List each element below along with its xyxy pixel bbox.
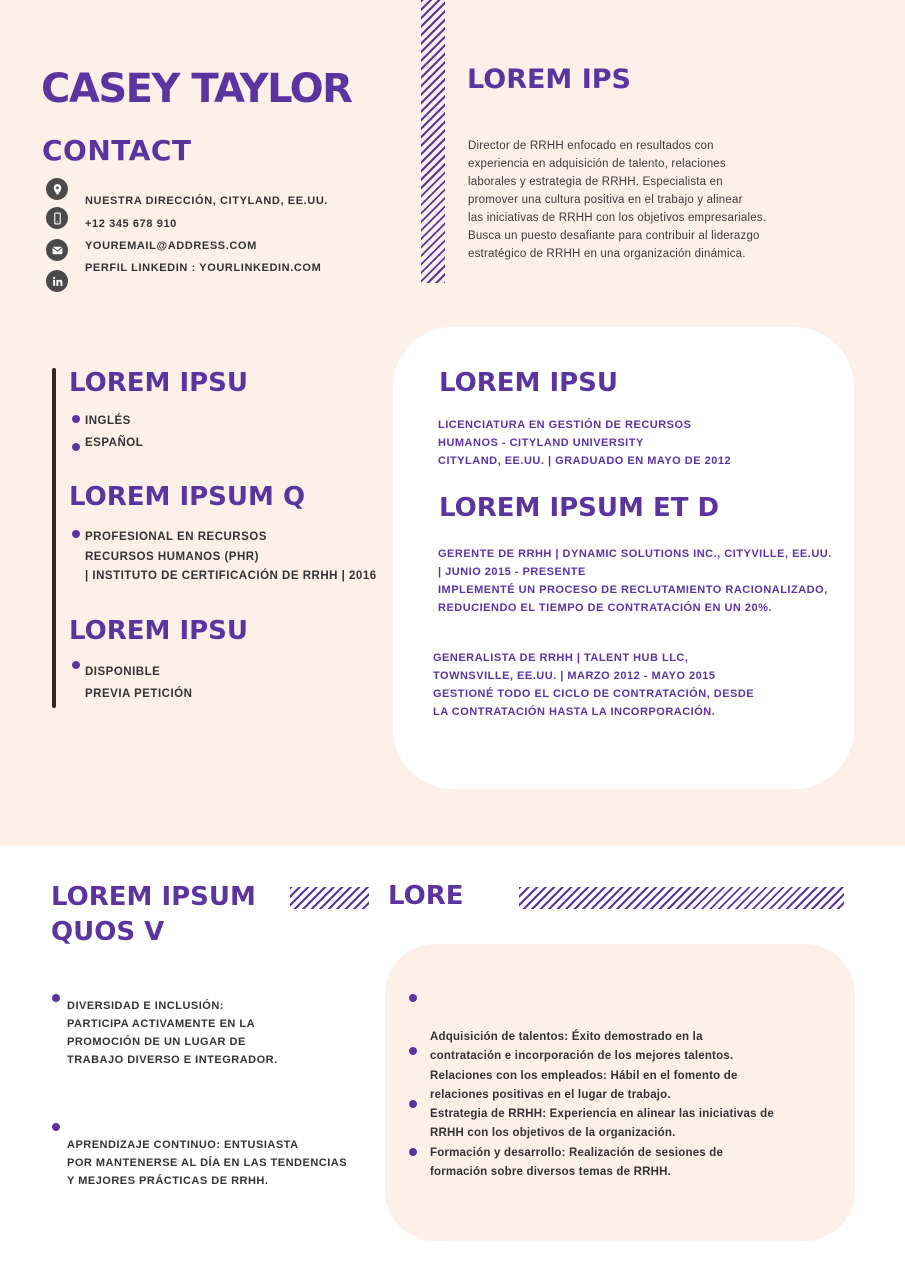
experience-line: TOWNSVILLE, EE.UU. | MARZO 2012 - MAYO 2015 xyxy=(433,670,716,682)
language-item: ESPAÑOL xyxy=(85,437,144,449)
contact-linkedin: PERFIL LINKEDIN : YOURLINKEDIN.COM xyxy=(85,262,322,274)
skills-line: relaciones positivas en el lugar de trabajo. xyxy=(430,1088,671,1101)
interest-line: DIVERSIDAD E INCLUSIÓN: xyxy=(67,1000,224,1012)
location-icon xyxy=(46,178,68,200)
languages-heading: LOREM IPSU xyxy=(69,368,249,398)
bullet-dot xyxy=(52,994,60,1002)
interests-heading-line: LOREM IPSUM xyxy=(51,882,256,912)
experience-heading: LOREM IPSUM ET D xyxy=(439,493,720,523)
summary-text xyxy=(468,137,818,263)
summary-line: Busca un puesto desafiante para contribuir al liderazgo xyxy=(468,230,760,242)
contact-address: NUESTRA DIRECCIÓN, CITYLAND, EE.UU. xyxy=(85,195,329,207)
experience-line: | JUNIO 2015 - PRESENTE xyxy=(438,566,586,578)
skills-line: Relaciones con los empleados: Hábil en el fomento de xyxy=(430,1069,738,1082)
education-line: CITYLAND, EE.UU. | GRADUADO EN MAYO DE 2012 xyxy=(438,455,732,467)
interest-line: TRABAJO DIVERSO E INTEGRADOR. xyxy=(67,1054,278,1066)
certification-line: RECURSOS HUMANOS (PHR) xyxy=(85,550,259,563)
decorative-stripe-horizontal xyxy=(290,887,369,909)
decorative-stripe-horizontal xyxy=(519,887,844,909)
experience-line: LA CONTRATACIÓN HASTA LA INCORPORACIÓN. xyxy=(433,706,716,718)
references-heading: LOREM IPSU xyxy=(69,616,249,646)
interest-line: APRENDIZAJE CONTINUO: ENTUSIASTA xyxy=(67,1139,299,1151)
experience-job-2 xyxy=(433,649,754,721)
interests-heading xyxy=(51,880,256,950)
skills-text xyxy=(430,1028,774,1182)
bullet-dot xyxy=(72,415,80,423)
summary-line: las iniciativas de RRHH con los objetivos empresariales. xyxy=(468,212,767,224)
experience-job-1 xyxy=(438,545,832,617)
experience-line: IMPLEMENTÉ UN PROCESO DE RECLUTAMIENTO RACIONALIZADO, xyxy=(438,584,828,596)
bullet-dot xyxy=(72,661,80,669)
summary-heading: LOREM IPS xyxy=(467,64,631,95)
skills-line: formación sobre diversos temas de RRHH. xyxy=(430,1166,672,1179)
summary-line: promover una cultura positiva en el trabajo y alinear xyxy=(468,194,743,206)
summary-line: laborales y estrategia de RRHH. Especialista en xyxy=(468,176,723,188)
experience-line: GENERALISTA DE RRHH | TALENT HUB LLC, xyxy=(433,652,689,664)
experience-line: REDUCIENDO EL TIEMPO DE CONTRATACIÓN EN UN 20%. xyxy=(438,602,772,614)
interest-item-2 xyxy=(67,1136,347,1190)
certification-line: PROFESIONAL EN RECURSOS xyxy=(85,531,267,543)
skills-line: RRHH con los objetivos de la organización. xyxy=(430,1127,676,1140)
left-divider xyxy=(52,368,56,708)
contact-heading: CONTACT xyxy=(42,134,192,167)
decorative-stripe-vertical xyxy=(421,0,445,283)
interest-line: POR MANTENERSE AL DÍA EN LAS TENDENCIAS xyxy=(67,1157,348,1169)
phone-icon xyxy=(46,207,68,229)
references-line: PREVIA PETICIÓN xyxy=(85,688,193,700)
summary-line: Director de RRHH enfocado en resultados con xyxy=(468,140,714,152)
certification-text xyxy=(85,528,377,587)
experience-line: GESTIONÉ TODO EL CICLO DE CONTRATACIÓN, DESDE xyxy=(433,688,755,700)
interest-line: Y MEJORES PRÁCTICAS DE RRHH. xyxy=(67,1175,269,1187)
education-text xyxy=(438,416,731,470)
interest-item-1 xyxy=(67,997,278,1069)
references-line: DISPONIBLE xyxy=(85,666,161,678)
certifications-heading: LOREM IPSUM Q xyxy=(69,482,306,512)
bullet-dot xyxy=(409,1148,417,1156)
skills-heading: LORE xyxy=(388,881,464,911)
skills-line: Adquisición de talentos: Éxito demostrado en la xyxy=(430,1031,703,1043)
bullet-dot xyxy=(409,1047,417,1055)
bullet-dot xyxy=(72,443,80,451)
education-line: LICENCIATURA EN GESTIÓN DE RECURSOS xyxy=(438,419,692,431)
contact-email: YOUREMAIL@ADDRESS.COM xyxy=(85,240,257,252)
skills-line: Formación y desarrollo: Realización de sesiones de xyxy=(430,1146,724,1159)
bullet-dot xyxy=(409,994,417,1002)
skills-line: Estrategia de RRHH: Experiencia en alinear las iniciativas de xyxy=(430,1108,774,1121)
contact-phone: +12 345 678 910 xyxy=(85,218,177,230)
interest-line: PARTICIPA ACTIVAMENTE EN LA xyxy=(67,1018,256,1030)
linkedin-icon xyxy=(46,270,68,292)
email-icon xyxy=(46,239,68,261)
language-item: INGLÉS xyxy=(85,415,131,427)
summary-line: experiencia en adquisición de talento, relaciones xyxy=(468,158,726,170)
candidate-name: CASEY TAYLOR xyxy=(41,66,352,112)
summary-line: estratégico de RRHH en una organización dinámica. xyxy=(468,248,746,260)
interests-heading-line: QUOS V xyxy=(51,917,165,947)
bullet-dot xyxy=(52,1123,60,1131)
interest-line: PROMOCIÓN DE UN LUGAR DE xyxy=(67,1036,246,1048)
certification-line: | INSTITUTO DE CERTIFICACIÓN DE RRHH | 2016 xyxy=(85,570,377,582)
skills-line: contratación e incorporación de los mejores talentos. xyxy=(430,1050,734,1063)
experience-line: GERENTE DE RRHH | DYNAMIC SOLUTIONS INC., CITYVILLE, EE.UU. xyxy=(438,548,832,560)
bullet-dot xyxy=(72,530,80,538)
education-heading: LOREM IPSU xyxy=(439,368,619,398)
education-line: HUMANOS - CITYLAND UNIVERSITY xyxy=(438,437,644,449)
bullet-dot xyxy=(409,1100,417,1108)
references-text xyxy=(85,661,192,705)
